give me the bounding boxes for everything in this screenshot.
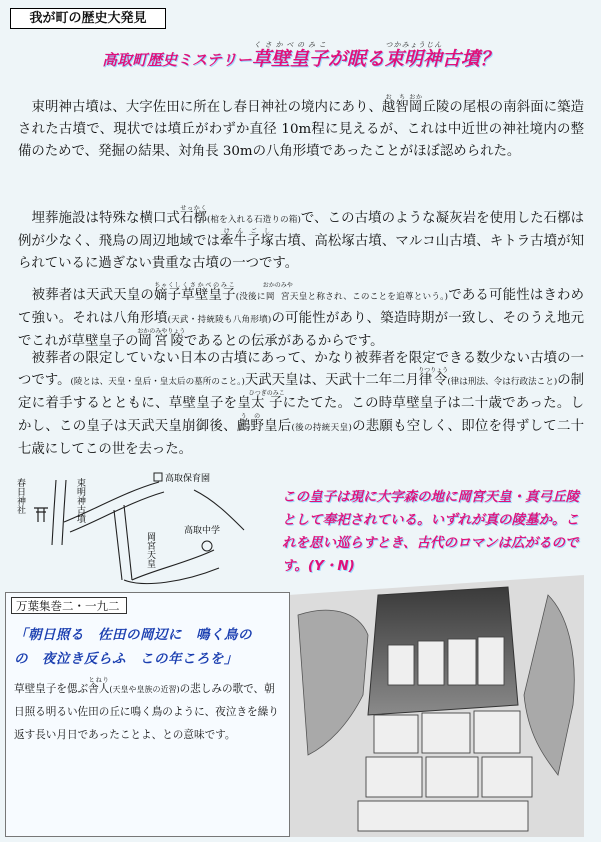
paragraph-location: 束明神古墳は、大字佐田に所在し春日神社の境内にあり、越智おち岡おか丘陵の尾根の南斜面に築造された古墳で、現状では墳丘がわずか直径 10m程に見えるが、これは中近世の神社境内の整備のためで、発掘の結果、対角長 30mの八角形墳であったことがほぼ認められた。 — [18, 94, 585, 160]
map-label-kasuga-shrine: 春日神社 — [15, 478, 25, 514]
map-label-tsukamyojin: 束明神古墳 — [75, 478, 85, 523]
school-mark — [202, 541, 212, 551]
paragraph-burial-facility: 埋葬施設は特殊な横口式石槨せっかく(棺を入れる石造りの箱)で、この古墳のような凝灰岩を使用した石槨は例が少なく、飛鳥の周辺地域では牽牛子塚けんごし古墳、高松塚古墳、マルコ山古墳、キトラ古墳が知られているに過ぎない貴重な古墳の一つです。 — [18, 205, 585, 272]
map-label-school: 高取中学 — [184, 526, 221, 536]
map-label-hoikuen: 高取保育園 — [165, 474, 211, 484]
stone-chamber-illustration — [288, 575, 584, 837]
poem-explanation: 草壁皇子を偲ぶ舎人とねり(天皇や皇族の近習)の悲しみの歌で、朝日照る明るい佐田の丘に鳴く鳥のように、夜泣きを繰り返す長い月日であったことよ、との意味です。 — [14, 677, 279, 741]
manyoshu-box — [5, 592, 290, 837]
kasuga-shrine-mark — [34, 508, 48, 522]
paragraph-history: 被葬者の限定していない日本の古墳にあって、かなり被葬者を限定できる数少ない古墳の一つです。(陵とは、天皇・皇后・皇太后の墓所のこと。)天武天皇は、天武十二年二月律令りつりょう(律は刑法、令は行政法こと)の制定に着手するとともに、草壁皇子を皇太子ひつぎのみこにたてた。この時草壁皇子は二十歳であった。しかし、この皇子は天武天皇崩御後、鸕野うの皇后(後の持統天皇)の悲願も空しく、即位を得ずして二十七歳にしてこの世を去った。 — [18, 351, 585, 457]
manyoshu-label: 万葉集巻二・一九二 — [11, 597, 127, 614]
poem-line: の 夜泣き反らふ この年ころを」 — [14, 651, 238, 667]
poem-line: 「朝日照る 佐田の岡辺に 鳴く鳥の — [14, 627, 252, 643]
headline-prefix: 高取町歴史ミステリー — [102, 51, 252, 69]
hoikuen-mark — [154, 473, 162, 481]
callout-text: この皇子は現に大字森の地に岡宮天皇・真弓丘陵として奉祀されている。いずれが真の陵墓か。これを思い巡らすとき、古代のロマンは広がるのです。(Y・N) — [282, 489, 579, 574]
location-map — [14, 470, 276, 590]
paragraph-interred-person: 被葬者は天武天皇の嫡子ちゃくし草壁皇子くさかべのみこ(没後に岡宮おかのみや天皇と称され、このことを追尊という。)である可能性はきわめて強い。それは八角形墳(天武・持統陵も八角形墳)の可能性があり、築造時期が一致し、そのうえ地元でこれが草壁皇子の岡宮陵おかのみやりょうであるとの伝承があるからです。 — [18, 282, 585, 350]
series-label: 我が町の歴史大発見 — [10, 8, 166, 29]
manyoshu-poem — [14, 623, 284, 671]
headline-main: 草壁皇子くさかべのみこが眠る束明神つかみょうじん古墳？ — [251, 41, 499, 70]
headline — [0, 41, 601, 71]
map-label-okamiya: 岡宮天皇 — [145, 532, 155, 568]
